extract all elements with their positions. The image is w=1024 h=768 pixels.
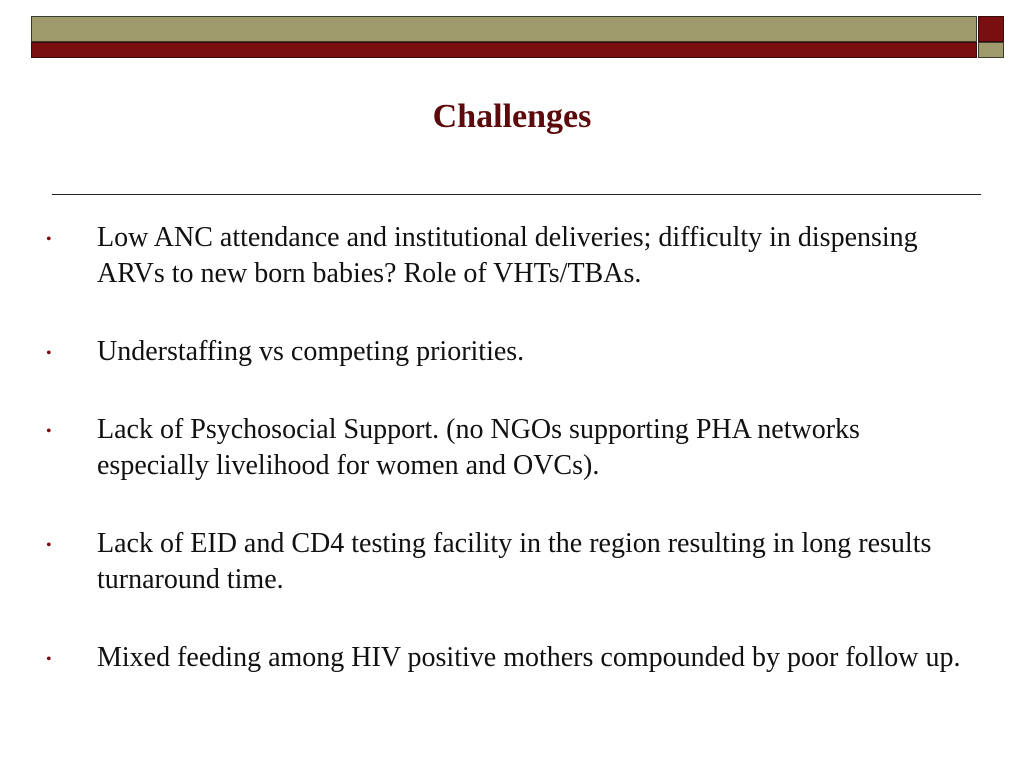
header-olive-bar <box>31 16 977 42</box>
slide-title: Challenges <box>432 98 592 135</box>
bullet-icon: • <box>46 651 52 668</box>
header-maroon-bar <box>31 42 977 58</box>
bullet-item <box>40 220 970 292</box>
bullet-item <box>40 526 970 598</box>
bullet-list <box>40 220 970 718</box>
title-divider <box>52 194 981 195</box>
bullet-item <box>40 412 970 484</box>
bullet-icon: • <box>46 423 52 440</box>
bullet-item <box>40 334 970 370</box>
bullet-item <box>40 640 970 676</box>
bullet-text: Understaffing vs competing priorities. <box>97 336 525 367</box>
header-olive-square <box>978 42 1004 58</box>
bullet-text: Mixed feeding among HIV positive mothers compounded by poor follow up. <box>97 642 961 673</box>
bullet-text: Lack of EID and CD4 testing facility in the region resulting in long results turnaround time. <box>97 528 932 595</box>
bullet-text: Lack of Psychosocial Support. (no NGOs supporting PHA networks especially livelihood for women and OVCs). <box>97 414 860 481</box>
bullet-icon: • <box>46 537 52 554</box>
bullet-icon: • <box>46 231 52 248</box>
bullet-text: Low ANC attendance and institutional deliveries; difficulty in dispensing ARVs to new born babies? Role of VHTs/TBAs. <box>97 222 918 289</box>
bullet-icon: • <box>46 345 52 362</box>
header-maroon-square <box>978 16 1004 42</box>
